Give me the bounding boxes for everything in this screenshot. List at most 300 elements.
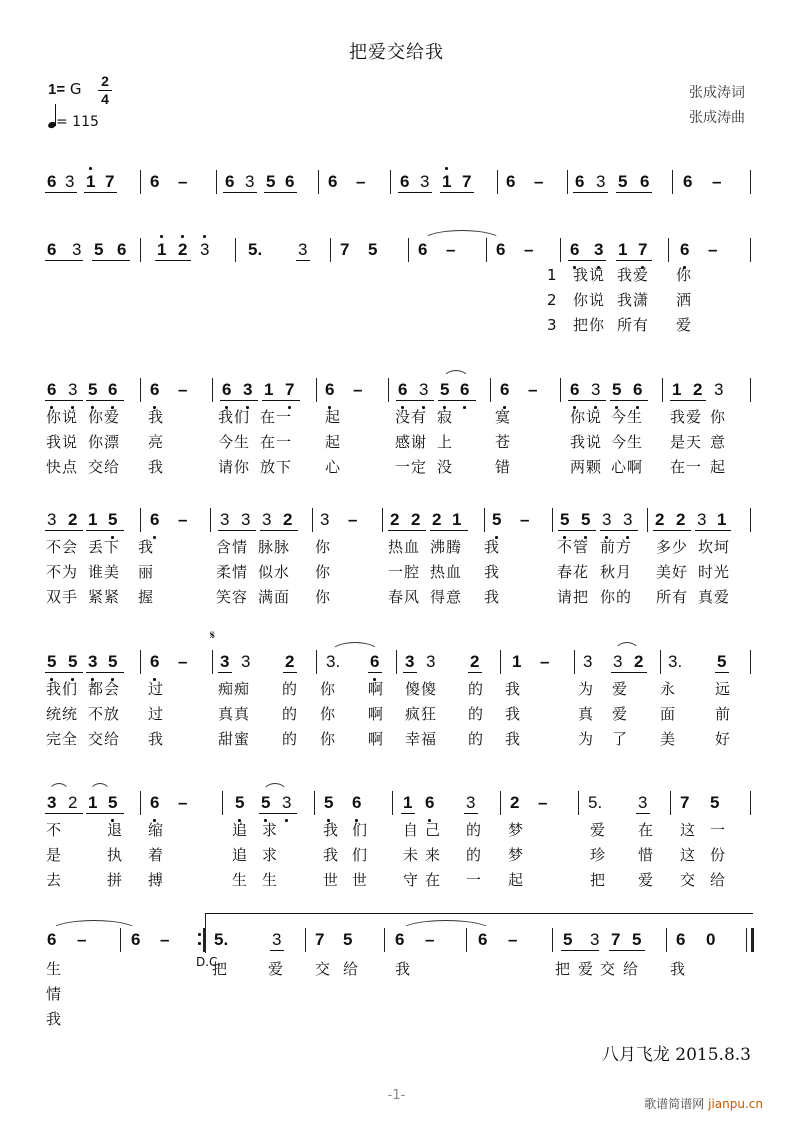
- lyricist-credit: 张成涛词: [689, 85, 745, 101]
- lyric: 真真: [218, 705, 251, 723]
- lyric: 放下: [260, 458, 293, 476]
- note: 1: [86, 172, 96, 191]
- note: 1: [88, 793, 98, 812]
- note: 1: [672, 380, 682, 399]
- note: 5: [235, 793, 245, 812]
- barline: [500, 650, 501, 674]
- lyric: 在一: [260, 408, 293, 426]
- lyric: 世: [323, 871, 340, 889]
- lyric: 的: [466, 821, 483, 839]
- beam-underline: [401, 813, 415, 814]
- barline: [552, 508, 553, 532]
- lyric: 我: [484, 588, 501, 606]
- note: 6: [352, 793, 362, 812]
- lyric: 心啊: [611, 458, 644, 476]
- note: 3: [72, 240, 82, 259]
- beam-underline: [438, 400, 476, 401]
- barline: [552, 928, 553, 952]
- note: 2: [470, 652, 480, 671]
- lyric: 寞: [495, 408, 512, 426]
- note: 3: [262, 510, 272, 529]
- note: 2: [411, 510, 421, 529]
- lyric: 你漂: [88, 433, 121, 451]
- note: 6: [425, 793, 435, 812]
- lyric: 在: [638, 821, 655, 839]
- barline: [140, 791, 141, 815]
- beam-underline: [45, 400, 83, 401]
- beam-underline: [558, 530, 596, 531]
- lyric: 前方: [600, 538, 633, 556]
- barline: [216, 170, 217, 194]
- signature: 八月飞龙 2015.8.3: [601, 1045, 751, 1065]
- barline: [750, 650, 751, 674]
- beam-underline: [86, 813, 124, 814]
- lyric: 幸福: [405, 730, 438, 748]
- lyric: 梦: [508, 846, 525, 864]
- lyric: 坎坷: [698, 538, 731, 556]
- beam-underline: [440, 192, 474, 193]
- key-label: 1=: [48, 81, 66, 98]
- high-octave-dot: [89, 167, 92, 170]
- note: 5.: [248, 240, 263, 259]
- note: 6: [395, 930, 405, 949]
- note: 6: [418, 240, 428, 259]
- lyric: 我: [505, 730, 522, 748]
- beam-underline: [45, 192, 77, 193]
- lyric: 一: [466, 871, 483, 889]
- lyric: 的: [282, 680, 299, 698]
- note: 5: [717, 652, 727, 671]
- note: 5: [563, 930, 573, 949]
- note: –: [425, 930, 435, 949]
- lyric: 我们: [46, 680, 79, 698]
- tie-arc: [48, 783, 70, 794]
- lyric: 追: [232, 821, 249, 839]
- lyric: 啊: [368, 705, 385, 723]
- lyric: 我: [484, 563, 501, 581]
- beam-underline: [84, 192, 117, 193]
- lyric: 得意: [430, 588, 463, 606]
- lyric: 追: [232, 846, 249, 864]
- lyric: 今生: [611, 433, 644, 451]
- note: 5: [560, 510, 570, 529]
- note: 6: [47, 380, 57, 399]
- lyric: 缩: [148, 821, 165, 839]
- note: –: [540, 652, 550, 671]
- beam-underline: [398, 192, 432, 193]
- barline: [408, 238, 409, 262]
- beam-underline: [616, 192, 652, 193]
- barline: [490, 378, 491, 402]
- note: 6: [683, 172, 693, 191]
- lyric: 的: [468, 730, 485, 748]
- lyric: 爱: [638, 871, 655, 889]
- note: 7: [340, 240, 350, 259]
- note: 3: [420, 172, 430, 191]
- lyric: 我说: [573, 266, 606, 284]
- lyric: 双手: [46, 588, 79, 606]
- barline: [486, 238, 487, 262]
- beam-underline: [430, 530, 468, 531]
- note: 1: [512, 652, 522, 671]
- lyric: 完全: [46, 730, 79, 748]
- lyric: 自: [403, 821, 420, 839]
- lyric: 柔情: [216, 563, 249, 581]
- lyric: 所有: [656, 588, 689, 606]
- barline: [750, 170, 751, 194]
- lyric: 含情: [216, 538, 249, 556]
- barline: [660, 650, 661, 674]
- lyric: 们: [352, 846, 369, 864]
- note: 2: [285, 652, 295, 671]
- lyric: 我: [323, 846, 340, 864]
- note: 7: [285, 380, 295, 399]
- lyric: 我爱: [617, 266, 650, 284]
- note: –: [708, 240, 718, 259]
- note: 5: [324, 793, 334, 812]
- lyric: 都会: [88, 680, 121, 698]
- watermark: [644, 1095, 763, 1112]
- lyric: 不为: [46, 563, 79, 581]
- note: –: [178, 380, 188, 399]
- lyric: 啊: [368, 680, 385, 698]
- beam-underline: [45, 672, 83, 673]
- beam-underline: [715, 672, 729, 673]
- barline: [212, 650, 213, 674]
- lyric: 请把: [557, 588, 590, 606]
- final-barline-thick: [751, 928, 754, 952]
- note: 3: [47, 510, 57, 529]
- note: 6: [150, 172, 160, 191]
- lyric: 不管: [557, 538, 590, 556]
- barline: [750, 791, 751, 815]
- barline: [316, 650, 317, 674]
- beam-underline: [616, 260, 652, 261]
- lyric: 守: [403, 871, 420, 889]
- lyric: 丽: [138, 563, 155, 581]
- beam-underline: [218, 530, 256, 531]
- tie-arc: [330, 642, 380, 653]
- lyric: 我: [148, 408, 165, 426]
- lyric: 心: [325, 458, 342, 476]
- lyric: 份: [710, 846, 727, 864]
- note: 2: [693, 380, 703, 399]
- note: –: [178, 172, 188, 191]
- lyric: 爱: [612, 705, 629, 723]
- lyric: 两颗: [570, 458, 603, 476]
- time-signature-top: 2: [101, 73, 109, 89]
- note: 5: [618, 172, 628, 191]
- repeat-dot: [198, 942, 201, 945]
- key-signature: [48, 80, 82, 98]
- beam-underline: [561, 950, 599, 951]
- lyric: 疯狂: [405, 705, 438, 723]
- lyric: 的: [466, 846, 483, 864]
- lyric: 在: [425, 871, 442, 889]
- note: 3: [88, 652, 98, 671]
- lyric: 给: [710, 871, 727, 889]
- lyric: 是天: [670, 433, 703, 451]
- note: –: [178, 652, 188, 671]
- lyric: 多少: [656, 538, 689, 556]
- note: 3: [220, 510, 230, 529]
- note: 3: [590, 930, 600, 949]
- lyric: 我潇: [617, 291, 650, 309]
- note: 3: [241, 652, 251, 671]
- beam-underline: [396, 400, 434, 401]
- note: –: [524, 240, 534, 259]
- beam-underline: [220, 400, 258, 401]
- note: 6: [500, 380, 510, 399]
- lyric: 情: [46, 985, 63, 1003]
- beam-underline: [45, 530, 83, 531]
- barline: [388, 378, 389, 402]
- lyric: 紧紧: [88, 588, 121, 606]
- lyric: 甜蜜: [218, 730, 251, 748]
- note: 3: [282, 793, 292, 812]
- note: 5: [581, 510, 591, 529]
- note: 2: [676, 510, 686, 529]
- note: 5: [108, 510, 118, 529]
- note: 5: [108, 652, 118, 671]
- note: 3: [200, 240, 210, 259]
- lyric: 我说: [46, 433, 79, 451]
- beam-underline: [568, 400, 606, 401]
- lyric: 的: [468, 705, 485, 723]
- lyric: 远: [715, 680, 732, 698]
- barline: [392, 791, 393, 815]
- lyric: 感谢: [395, 433, 428, 451]
- note: 5: [88, 380, 98, 399]
- low-octave-dot: [285, 819, 288, 822]
- beam-underline: [653, 530, 691, 531]
- tie-arc: [422, 230, 502, 241]
- note: 5: [94, 240, 104, 259]
- lyric: 我: [148, 730, 165, 748]
- dc-sign: D.C.: [196, 955, 222, 969]
- lyric: 美: [660, 730, 677, 748]
- note: 6: [633, 380, 643, 399]
- barline: [235, 238, 236, 262]
- lyric: 给: [343, 960, 360, 978]
- note: 6: [506, 172, 516, 191]
- beam-underline: [403, 672, 417, 673]
- note: 3.: [326, 652, 341, 671]
- tie-arc: [50, 920, 138, 931]
- beam-underline: [86, 400, 124, 401]
- beam-underline: [45, 260, 83, 261]
- lyric: 面: [660, 705, 677, 723]
- note: 6: [47, 930, 57, 949]
- lyric: 的: [282, 705, 299, 723]
- repeat-dot: [198, 933, 201, 936]
- lyric: 爱: [590, 821, 607, 839]
- key-note: G: [69, 80, 82, 98]
- lyric: 你: [315, 588, 332, 606]
- lyric: 爱: [268, 960, 285, 978]
- lyric: 了: [612, 730, 629, 748]
- beam-underline: [260, 530, 298, 531]
- lyric: 你: [710, 408, 727, 426]
- lyric: 我: [484, 538, 501, 556]
- barline: [750, 378, 751, 402]
- song-title: 把爱交给我: [349, 42, 444, 63]
- note: 3: [714, 380, 724, 399]
- lyric: 你: [676, 266, 693, 284]
- tempo-value: = 115: [56, 114, 99, 130]
- note: 6: [478, 930, 488, 949]
- note: 7: [315, 930, 325, 949]
- lyric: 不放: [88, 705, 121, 723]
- note: 2: [178, 240, 188, 259]
- volta-bracket: [205, 913, 753, 914]
- note: 6: [496, 240, 506, 259]
- note: 6: [150, 510, 160, 529]
- note: 1: [618, 240, 628, 259]
- barline: [140, 650, 141, 674]
- lyric: 好: [715, 730, 732, 748]
- note: 5: [710, 793, 720, 812]
- lyric: 们: [352, 821, 369, 839]
- lyric: 起: [508, 871, 525, 889]
- note: 6: [676, 930, 686, 949]
- lyric: 没: [437, 458, 454, 476]
- barline: [750, 508, 751, 532]
- beam-underline: [264, 192, 297, 193]
- lyric: 求: [262, 821, 279, 839]
- note: 6: [150, 380, 160, 399]
- barline: [390, 170, 391, 194]
- note: 3: [466, 793, 476, 812]
- lyric: 我: [505, 680, 522, 698]
- note: 3: [426, 652, 436, 671]
- beam-underline: [223, 192, 257, 193]
- high-octave-dot: [203, 235, 206, 238]
- lyric: 交给: [88, 458, 121, 476]
- note: 3: [243, 380, 253, 399]
- lyric: 的: [468, 680, 485, 698]
- lyric: 你说: [573, 291, 606, 309]
- barline: [500, 791, 501, 815]
- lyric: 你: [315, 563, 332, 581]
- lyric: 意: [710, 433, 727, 451]
- note: –: [508, 930, 518, 949]
- note: 6: [222, 380, 232, 399]
- lyric: 时光: [698, 563, 731, 581]
- note: 3: [697, 510, 707, 529]
- composer-credit: 张成涛曲: [689, 110, 745, 126]
- barline: [497, 170, 498, 194]
- note: –: [353, 380, 363, 399]
- beam-underline: [270, 950, 284, 951]
- lyric: 上: [437, 433, 454, 451]
- page-number: -1-: [387, 1088, 406, 1103]
- beam-underline: [611, 672, 647, 673]
- note: 5: [47, 652, 57, 671]
- beam-underline: [45, 813, 83, 814]
- note: 6: [131, 930, 141, 949]
- lyric: 前: [715, 705, 732, 723]
- note: 2: [634, 652, 644, 671]
- lyric: 我: [670, 960, 687, 978]
- lyric: 热血: [430, 563, 463, 581]
- lyric: 交: [680, 871, 697, 889]
- note: 5: [632, 930, 642, 949]
- note: 3: [68, 380, 78, 399]
- lyric: 求: [262, 846, 279, 864]
- note: –: [534, 172, 544, 191]
- tie-arc: [89, 783, 111, 794]
- lyric: 脉脉: [258, 538, 291, 556]
- note: –: [520, 510, 530, 529]
- note: 6: [47, 172, 57, 191]
- time-signature: [98, 74, 112, 107]
- beam-underline: [86, 530, 124, 531]
- lyric: 秋月: [600, 563, 633, 581]
- barline: [560, 378, 561, 402]
- note: –: [446, 240, 456, 259]
- lyric: 一定: [395, 458, 428, 476]
- note: –: [538, 793, 548, 812]
- note: 1: [264, 380, 274, 399]
- barline: [140, 170, 141, 194]
- lyric: 是: [46, 846, 63, 864]
- lyric: 把: [555, 960, 572, 978]
- note: –: [77, 930, 87, 949]
- verse-number: 1: [547, 266, 558, 284]
- lyric: 把: [212, 960, 229, 978]
- lyric: 你: [320, 705, 337, 723]
- lyric: 把: [590, 871, 607, 889]
- note: 0: [706, 930, 716, 949]
- barline: [670, 791, 671, 815]
- note: 6: [370, 652, 380, 671]
- watermark-text: 歌谱简谱网: [644, 1097, 705, 1111]
- note: 6: [150, 793, 160, 812]
- note: 2: [283, 510, 293, 529]
- lyric: 满面: [258, 588, 291, 606]
- note: –: [178, 510, 188, 529]
- lyric: 洒: [676, 291, 693, 309]
- note: 1: [442, 172, 452, 191]
- lyric: 我说: [570, 433, 603, 451]
- lyric: 不: [46, 821, 63, 839]
- beam-underline: [388, 530, 426, 531]
- lyric: 在一: [670, 458, 703, 476]
- lyric: 珍: [590, 846, 607, 864]
- note: –: [160, 930, 170, 949]
- barline: [567, 170, 568, 194]
- lyric: 我: [505, 705, 522, 723]
- lyric: 一: [710, 821, 727, 839]
- lyric: 你: [320, 730, 337, 748]
- note: 3: [405, 652, 415, 671]
- note: –: [356, 172, 366, 191]
- note: 5: [492, 510, 502, 529]
- lyric: 给: [623, 960, 640, 978]
- lyric: 爱: [612, 680, 629, 698]
- note: 3: [419, 380, 429, 399]
- barline: [578, 791, 579, 815]
- lyric: 寂: [437, 408, 454, 426]
- lyric: 过: [148, 705, 165, 723]
- lyric: 今生: [218, 433, 251, 451]
- note: 5: [343, 930, 353, 949]
- lyric: 生: [46, 960, 63, 978]
- note: 2: [390, 510, 400, 529]
- beam-underline: [283, 672, 297, 673]
- note: 2: [655, 510, 665, 529]
